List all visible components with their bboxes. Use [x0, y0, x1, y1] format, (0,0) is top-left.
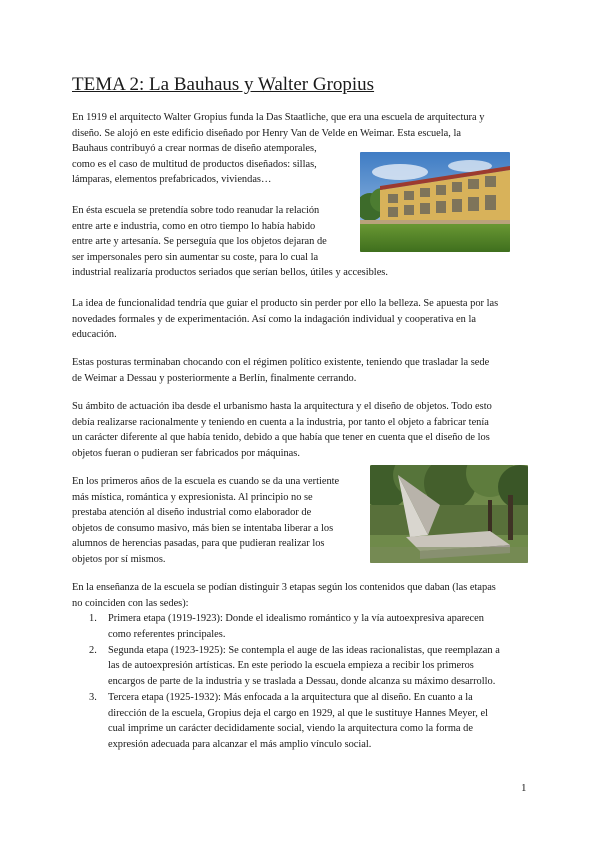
text-line: Bauhaus contribuyó a crear normas de diseño atemporales,	[72, 143, 317, 155]
list-number: 2.	[89, 644, 97, 656]
text-line: entre arte e industria, como en otro tiempo lo había habido	[72, 220, 316, 232]
text-line: ser impersonales pero sin aumentar su coste, para lo cual la	[72, 251, 319, 263]
text-line: no coinciden con las sedes):	[72, 597, 189, 609]
text-line: alumnos de herencias pasadas, para que pudieran realizar los	[72, 538, 325, 550]
list-item	[72, 611, 530, 642]
text-line: En ésta escuela se pretendía sobre todo reanudar la relación	[72, 205, 320, 216]
text-line: objetos por sí mismos.	[72, 553, 166, 565]
text-line: objetos fueran o pudieran ser fabricados por máquinas.	[72, 447, 300, 459]
paragraph-politics	[72, 355, 530, 386]
text-line: prestaba atención al diseño industrial como elaborador de	[72, 507, 312, 519]
text-line: expresión adecuada para alcanzar el más amplio vínculo social.	[108, 738, 372, 750]
text-line: La idea de funcionalidad tendría que guiar el producto sin perder por ello la belleza. Se apuesta por las	[72, 298, 499, 309]
text-line: cual imprime un carácter decididamente social, viendo la arquitectura como la forma de	[108, 723, 473, 735]
text-line: entre arte y artesanía. Se perseguía que los objetos dejaran de	[72, 236, 327, 248]
text-line: encargos de parte de la industria y se traslada a Dessau, donde alcanza su máximo desarrollo.	[108, 675, 496, 687]
text-line: las de autoexpresión artísticas. En este periodo la escuela empieza a recibir los primeros	[108, 660, 474, 672]
text-line: En la enseñanza de la escuela se podían distinguir 3 etapas según los contenidos que daban (las etapas	[72, 582, 496, 593]
text-line: En 1919 el arquitecto Walter Gropius funda la Das Staatliche, que era una escuela de arquitectura y	[72, 112, 485, 123]
text-line: Estas posturas terminaban chocando con el régimen político existente, teniendo que trasladar la sede	[72, 357, 490, 368]
text-line: novedades formales y de experimentación. Así como la indagación individual y cooperativa en la	[72, 313, 476, 325]
page-title: TEMA 2: La Bauhaus y Walter Gropius	[72, 74, 375, 95]
text-line: educación.	[72, 329, 117, 341]
list-number: 3.	[89, 691, 97, 703]
text-line: Primera etapa (1919-1923): Donde el idealismo romántico y la vía autoexpresiva aparecen	[108, 613, 484, 624]
text-line: diseño. Se alojó en este edificio diseñado por Henry Van de Velde en Weimar. Esta escuela, la	[72, 127, 461, 139]
text-line: de Weimar a Dessau y posteriormente a Berlín, finalmente cerrando.	[72, 372, 357, 384]
paragraph-early-years	[72, 474, 530, 568]
paragraph-functionality	[72, 296, 530, 343]
text-line: dirección de la escuela, Gropius deja el cargo en 1929, al que le sustituye Hannes Meyer, el	[108, 707, 488, 719]
text-line: industrial realizaría productos seriados que serían bellos, útiles y accesibles.	[72, 267, 388, 279]
list-item	[72, 690, 530, 752]
list-number: 1.	[89, 613, 97, 624]
text-line: más mística, romántica y expresionista. Al principio no se	[72, 491, 313, 503]
page-number: 1	[521, 782, 527, 794]
text-line: como es el caso de multitud de productos diseñados: sillas,	[72, 158, 317, 170]
text-line: lámparas, elementos prefabricados, viviendas…	[72, 174, 272, 186]
stages-list	[72, 611, 530, 753]
text-line: Tercera etapa (1925-1932): Más enfocada a la arquitectura que al diseño. En cuanto a la	[108, 691, 473, 703]
text-line: En los primeros años de la escuela es cuando se da una vertiente	[72, 476, 340, 487]
text-line: un carácter diferente al que había tenido, debido a que había que tener en cuenta que el diseño de los	[72, 432, 490, 444]
list-item	[72, 643, 530, 690]
paragraph-art-industry	[72, 203, 530, 281]
text-line: como referentes principales.	[108, 628, 226, 640]
text-line: Segunda etapa (1923-1925): Se contempla el auge de las ideas racionalistas, que reemplazan a	[108, 644, 500, 656]
text-line: objetos de consumo masivo, más bien se intentaba liberar a los	[72, 522, 334, 534]
paragraph-stages-intro	[72, 580, 530, 611]
paragraph-scope	[72, 399, 530, 461]
text-line: Su ámbito de actuación iba desde el urbanismo hasta la arquitectura y el diseño de objetos. Todo esto	[72, 401, 492, 412]
text-line: debía realizarse racionalmente y teniendo en cuenta a la industria, por tanto el objeto a fabricar tenía	[72, 416, 489, 428]
